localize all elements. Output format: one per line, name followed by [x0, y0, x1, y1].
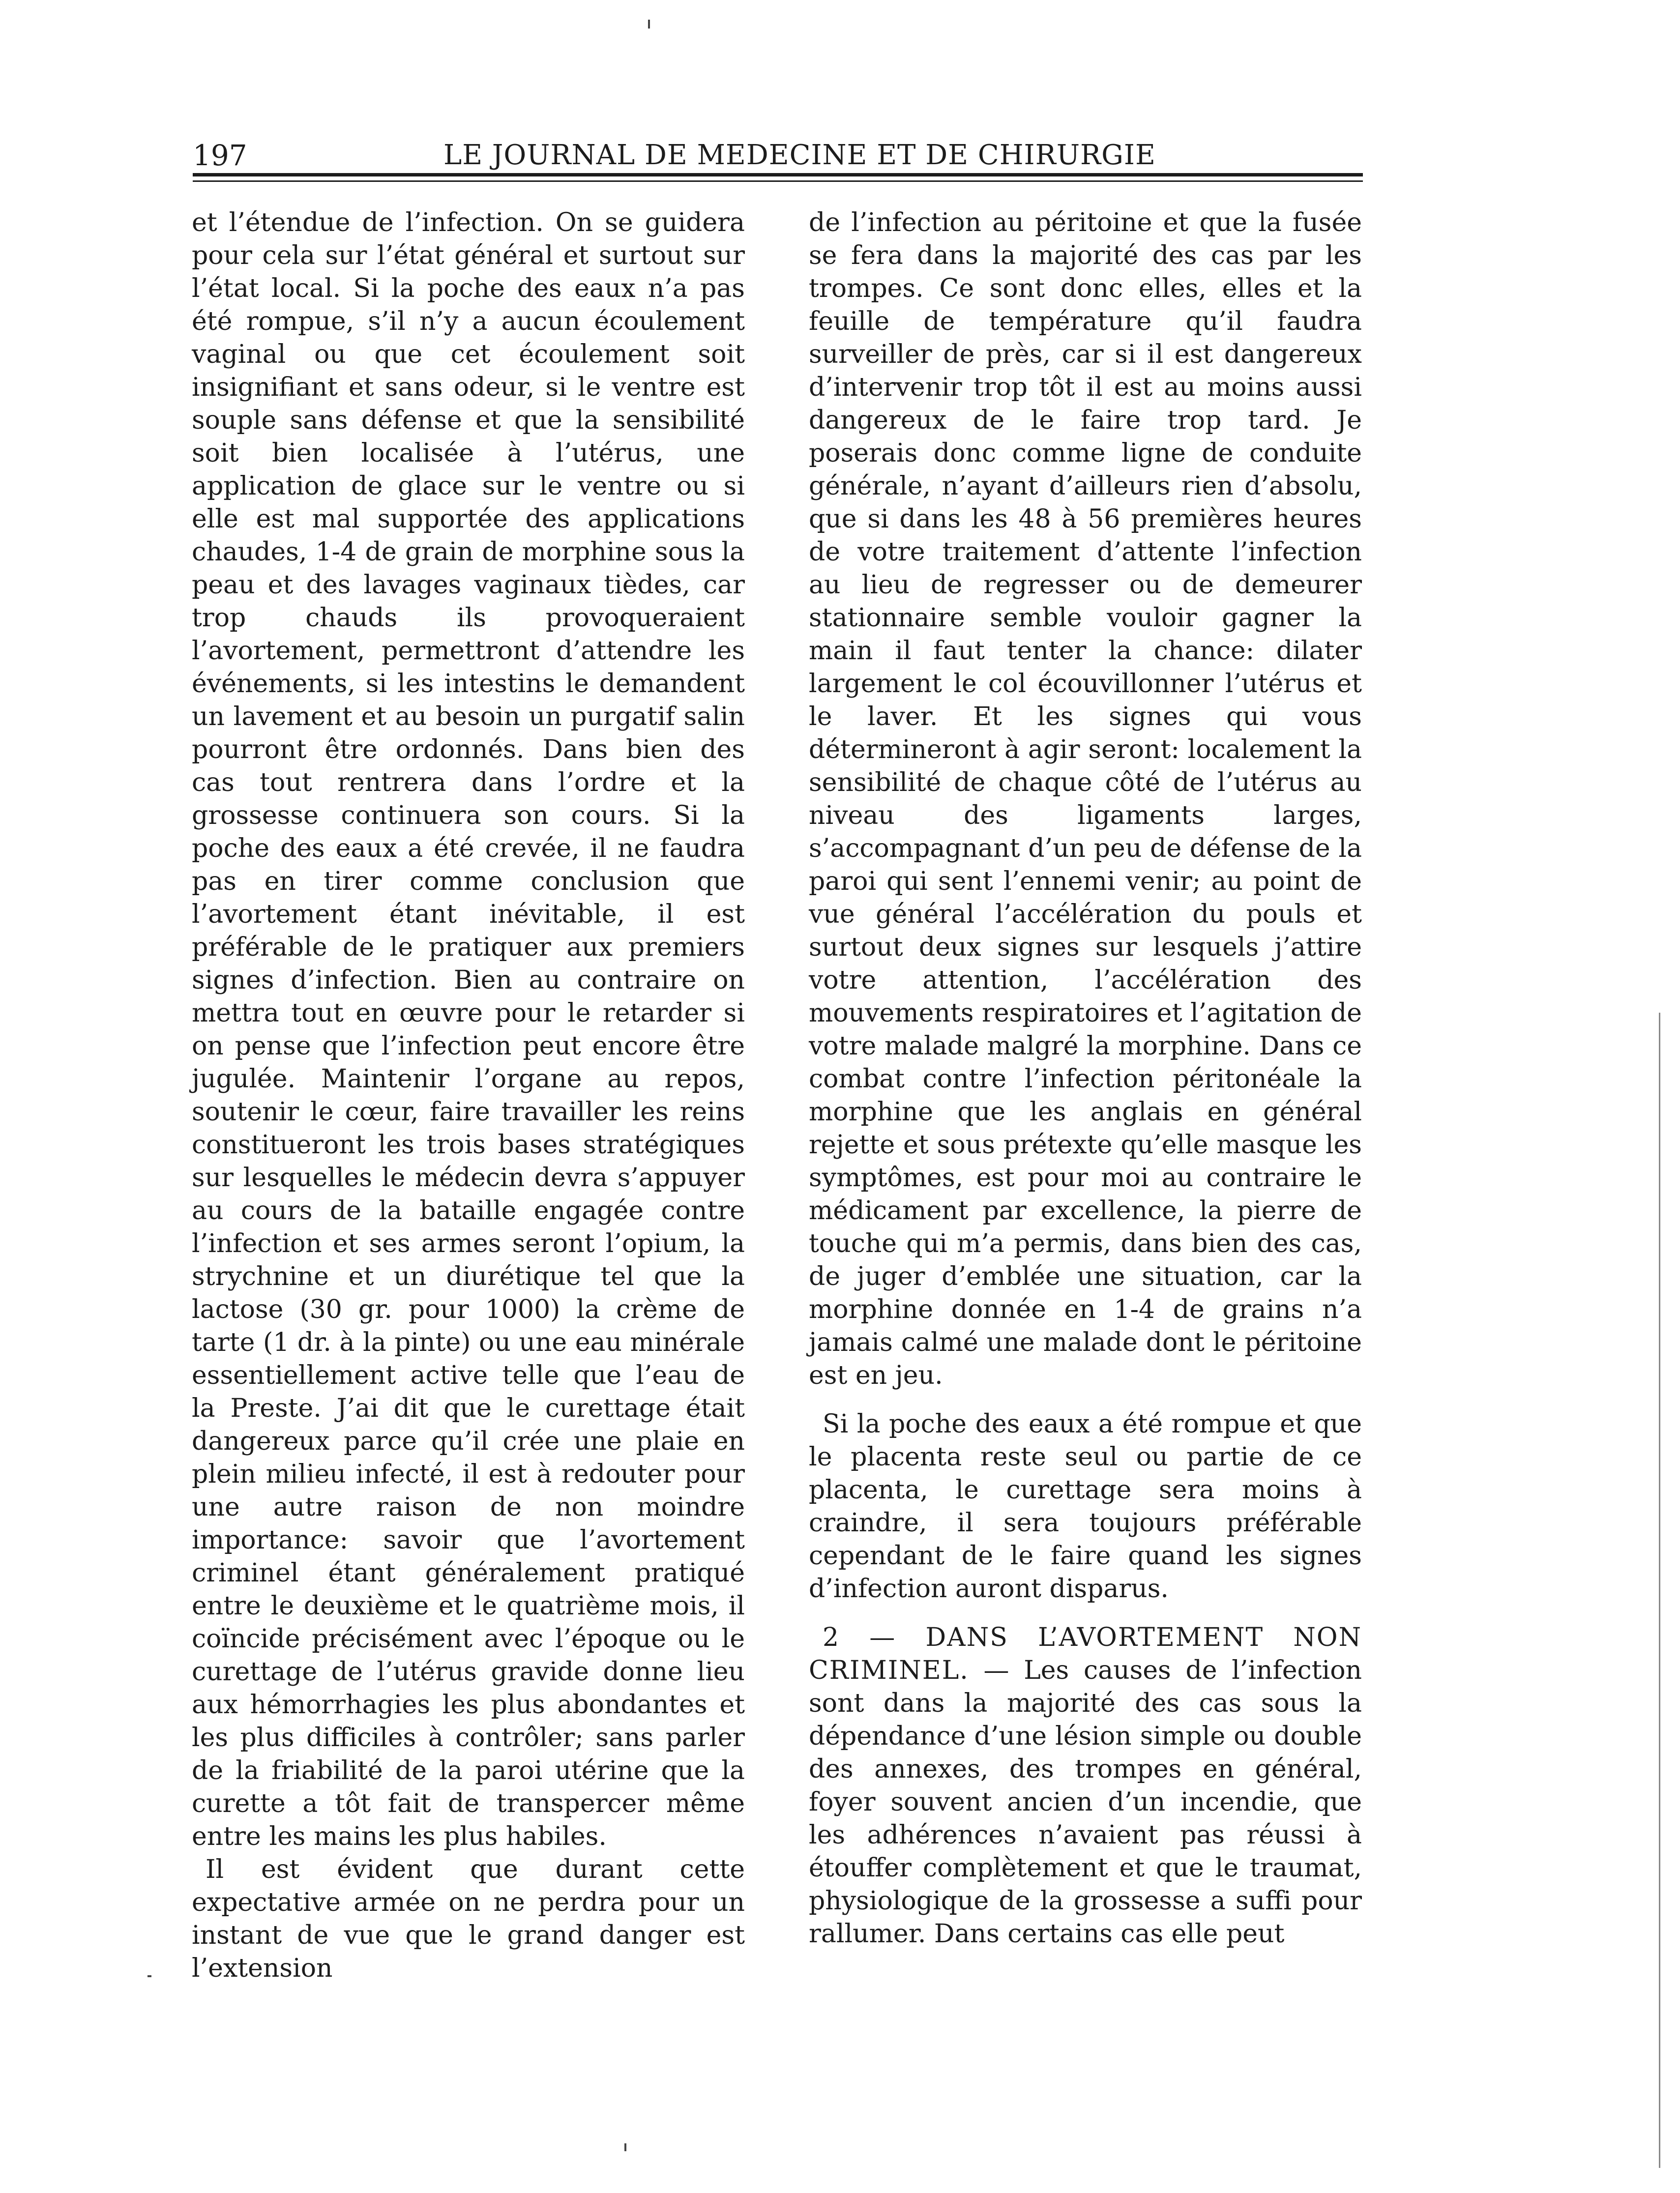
- section-body: — Les causes de l’infection sont dans la majorité des cas sous la dépendance d’une lésion simple ou double des annexes, des trompes en général, foyer souvent ancien d’un incendie, que les adhérences n’avaient pas réussi à étouffer complètement et que le traumat, physiologique de la grossesse a suffi pour rallumer. Dans certains cas elle peut: [809, 1656, 1362, 1949]
- right-paragraph-2: Si la poche des eaux a été rompue et que le placenta reste seul ou partie de ce placenta, le curettage sera moins à craindre, il sera toujours préférable cependant de le faire quand les signes d’infection auront disparus.: [809, 1409, 1362, 1604]
- running-header: [193, 136, 1363, 175]
- page-number: 197: [193, 139, 247, 172]
- right-column: [809, 206, 1362, 1951]
- journal-title: LE JOURNAL DE MEDECINE ET DE CHIRURGIE: [443, 139, 1156, 171]
- left-paragraph-1: et l’étendue de l’infection. On se guidera pour cela sur l’état général et surtout sur l’état local. Si la poche des eaux n’a pas été rompue, s’il n’y a aucun écoulement vaginal ou que cet écoulement soit insignifiant et sans odeur, si le ventre est souple sans défense et que la sensibilité soit bien localisée à l’utérus, une application de glace sur le ventre ou si elle est mal supportée des applications chaudes, 1-4 de grain de morphine sous la peau et des lavages vaginaux tièdes, car trop chauds ils provoqueraient l’avortement, permettront d’attendre les événements, si les intestins le demandent un lavement et au besoin un purgatif salin pourront être ordonnés. Dans bien des cas tout rentrera dans l’ordre et la grossesse continuera son cours. Si la poche des eaux a été crevée, il ne faudra pas en tirer comme conclusion que l’avortement étant inévitable, il est préférable de le pratiquer aux premiers signes d’infection. Bien au contraire on mettra tout en œuvre pour le retarder si on pense que l’infection peut encore être jugulée. Maintenir l’organe au repos, soutenir le cœur, faire travailler les reins constitueront les trois bases stratégiques sur lesquelles le médecin devra s’appuyer au cours de la bataille engagée contre l’infection et ses armes seront l’opium, la strychnine et un diurétique tel que la lactose (30 gr. pour 1000) la crème de tarte (1 dr. à la pinte) ou une eau minérale essentiellement active telle que l’eau de la Preste. J’ai dit que le curettage était dangereux parce qu’il crée une plaie en plein milieu infecté, il est à redouter pour une autre raison de non moindre importance: savoir que l’avortement criminel étant généralement pratiqué entre le deuxième et le quatrième mois, il coïncide précisément avec l’époque ou le curettage de l’utérus gravide donne lieu aux hémorrhagies les plus abondantes et les plus difficiles à contrôler; sans parler de la friabilité de la paroi utérine que la curette a tôt fait de transpercer même entre les mains les plus habiles.: [192, 208, 745, 1851]
- scan-speck: [147, 1975, 151, 1977]
- left-paragraph-2: Il est évident que durant cette expectative armée on ne perdra pour un instant de vue que le grand danger est l’extension: [192, 1855, 745, 1983]
- header-rule-thick: [193, 173, 1363, 176]
- right-paragraph-3: [809, 1621, 1362, 1951]
- scan-speck: [648, 20, 650, 29]
- header-rule-thin: [193, 180, 1363, 182]
- scan-edge: [1659, 1013, 1660, 2168]
- right-paragraph-1: de l’infection au péritoine et que la fusée se fera dans la majorité des cas par les trompes. Ce sont donc elles, elles et la feuille de température qu’il faudra surveiller de près, car si il est dangereux d’intervenir trop tôt il est au moins aussi dangereux de le faire trop tard. Je poserais donc comme ligne de conduite générale, n’ayant d’ailleurs rien d’absolu, que si dans les 48 à 56 premières heures de votre traitement d’attente l’infection au lieu de regresser ou de demeurer stationnaire semble vouloir gagner la main il faut tenter la chance: dilater largement le col écouvillonner l’utérus et le laver. Et les signes qui vous détermineront à agir seront: localement la sensibilité de chaque côté de l’utérus au niveau des ligaments larges, s’accompagnant d’un peu de défense de la paroi qui sent l’ennemi venir; au point de vue général l’accélération du pouls et surtout deux signes sur lesquels j’attire votre attention, l’accélération des mouvements respiratoires et l’agitation de votre malade malgré la morphine. Dans ce combat contre l’infection péritonéale la morphine que les anglais en général rejette et sous prétexte qu’elle masque les symptômes, est pour moi au contraire le médicament par excellence, la pierre de touche qui m’a permis, dans bien des cas, de juger d’emblée une situation, car la morphine donnée en 1-4 de grains n’a jamais calmé une malade dont le péritoine est en jeu.: [809, 208, 1362, 1390]
- left-column: [192, 206, 745, 1985]
- scan-speck: [624, 2143, 626, 2151]
- section-heading: 2 — DANS L’AVORTEMENT NON CRIMINEL.: [809, 1623, 1362, 1685]
